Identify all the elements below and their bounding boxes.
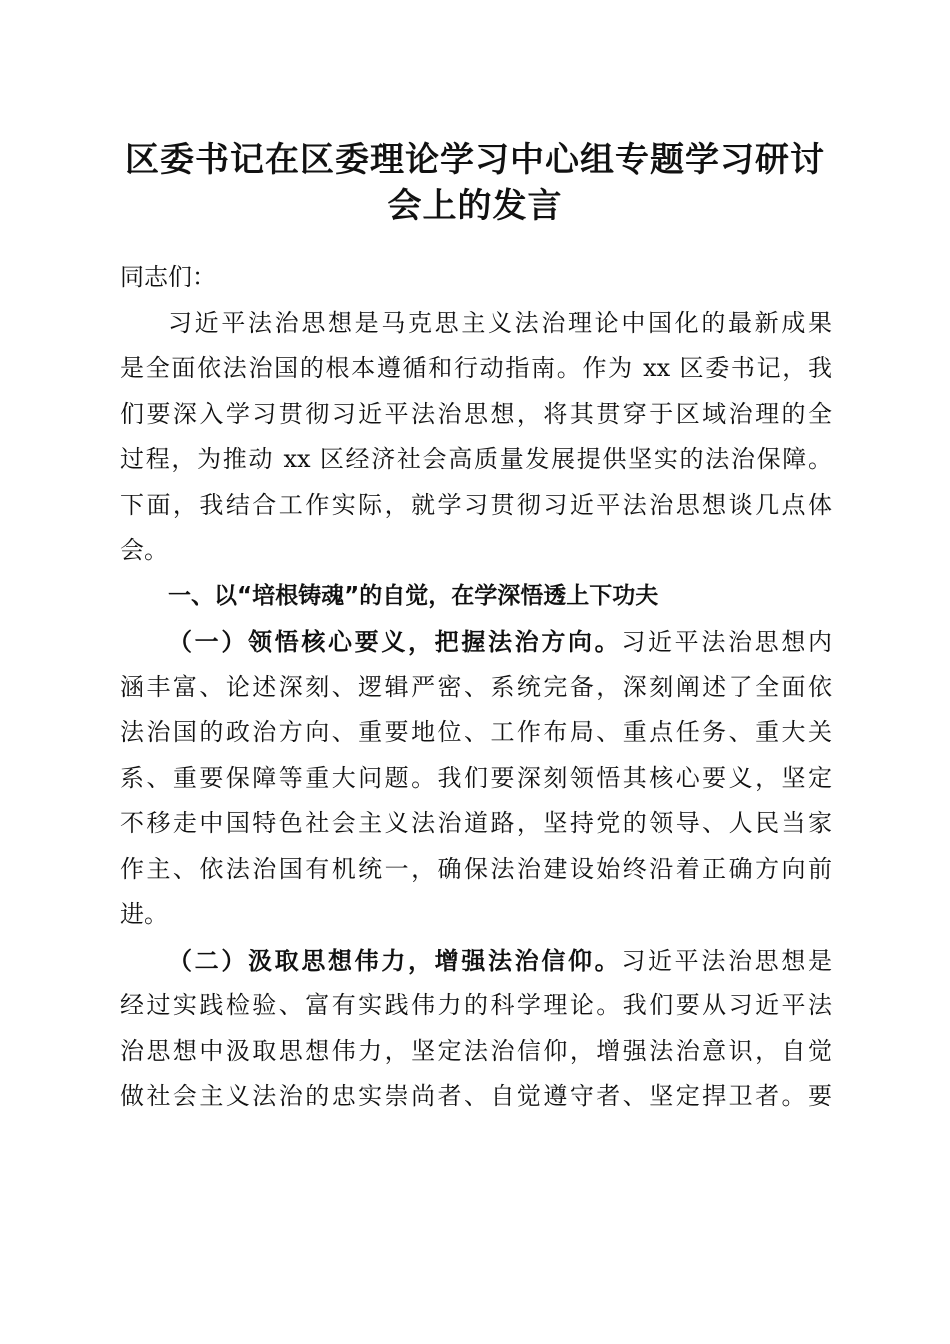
subsection-1-first-line — [120, 619, 832, 665]
subsection-2-line: 做社会主义法治的忠实崇尚者、自觉遵守者、坚定捍卫者。要 — [120, 1082, 832, 1110]
subsection-2-line: 治思想中汲取思想伟力，坚定法治信仰，增强法治意识，自觉 — [120, 1036, 832, 1065]
intro-line: 下面，我结合工作实际，就学习贯彻习近平法治思想谈几点体 — [120, 490, 832, 519]
intro-line: 会。 — [120, 536, 168, 564]
intro-line: 习近平法治思想是马克思主义法治理论中国化的最新成果 — [168, 308, 832, 337]
document-title-line-2: 会上的发言 — [387, 186, 563, 226]
subsection-1-line: 不移走中国特色社会主义法治道路，坚持党的领导、人民当家 — [120, 809, 832, 837]
subsection-2-lead: （二）汲取思想伟力，增强法治信仰。 — [168, 945, 622, 975]
intro-line: 们要深入学习贯彻习近平法治思想，将其贯穿于区域治理的全 — [120, 399, 832, 428]
subsection-2-line: 经过实践检验、富有实践伟力的科学理论。我们要从习近平法 — [120, 991, 832, 1019]
intro-line: 是全面依法治国的根本遵循和行动指南。作为 xx 区委书记，我 — [120, 354, 832, 382]
document-title-line-1: 区委书记在区委理论学习中心组专题学习研讨 — [125, 140, 825, 180]
subsection-1-line: 法治国的政治方向、重要地位、工作布局、重点任务、重大关 — [120, 718, 832, 746]
subsection-1-line: 作主、依法治国有机统一，确保法治建设始终沿着正确方向前 — [120, 854, 832, 883]
subsection-1-lead: （一）领悟核心要义，把握法治方向。 — [168, 627, 622, 656]
subsection-1-line: 系、重要保障等重大问题。我们要深刻领悟其核心要义，坚定 — [120, 763, 832, 792]
section-heading: 一、以“培根铸魂”的自觉，在学深悟透上下功夫 — [168, 582, 659, 609]
salutation: 同志们： — [120, 263, 216, 291]
subsection-1-first-rest: 习近平法治思想内 — [621, 628, 832, 656]
subsection-1-line: 涵丰富、论述深刻、逻辑严密、系统完备，深刻阐述了全面依 — [120, 672, 832, 701]
document-body — [120, 255, 832, 1120]
subsection-2-first-line — [120, 938, 832, 984]
subsection-1-line: 进。 — [120, 900, 168, 928]
subsection-2-first-rest: 习近平法治思想是 — [621, 946, 832, 975]
intro-line: 过程，为推动 xx 区经济社会高质量发展提供坚实的法治保障。 — [120, 445, 832, 473]
